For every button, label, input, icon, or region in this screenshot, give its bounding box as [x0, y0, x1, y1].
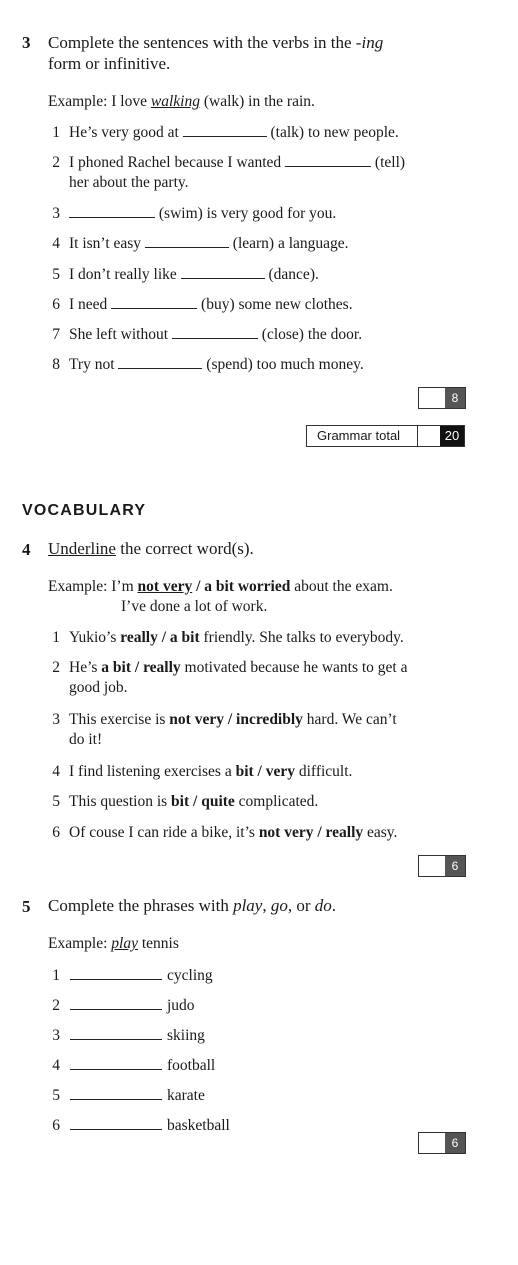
answer-blank[interactable] [70, 1055, 162, 1070]
section-5-example: Example: play tennis [48, 935, 179, 952]
answer-blank[interactable] [181, 264, 265, 279]
item-text-before: Yukio’s [69, 629, 121, 646]
item-number: 6 [52, 824, 60, 841]
section-3-instruction: Complete the sentences with the verbs in the -ing form or infinitive. [48, 33, 384, 73]
exercise-5-item [48, 1115, 230, 1136]
exercise-4-item [48, 658, 508, 698]
item-text-after: difficult. [295, 763, 353, 780]
section-4-score-box: 6 [418, 855, 466, 877]
item-text-before: Of couse I can ride a bike, it’s [69, 824, 259, 841]
item-text-continued: good job. [69, 679, 128, 696]
section-5-instruction: Complete the phrases with play, go, or do. [48, 896, 337, 915]
item-text-after: friendly. She talks to everybody. [199, 629, 404, 646]
item-text-before: She left without [69, 326, 172, 343]
item-text-after: (talk) to new people. [266, 124, 399, 141]
exercise-5-item [48, 1085, 205, 1106]
item-number: 8 [52, 356, 60, 373]
section-4-number: 4 [22, 540, 31, 559]
answer-blank[interactable] [118, 354, 202, 369]
section-4-instruction: Underline the correct word(s). [48, 539, 254, 558]
option-separator: / [189, 793, 202, 810]
item-number: 3 [52, 711, 60, 728]
item-number: 2 [52, 997, 60, 1014]
item-number: 1 [52, 629, 60, 646]
item-number: 3 [52, 205, 60, 222]
option-2[interactable]: quite [201, 793, 235, 810]
section-3-score-box: 8 [418, 387, 466, 409]
answer-blank[interactable] [183, 122, 267, 137]
item-text-before: It isn’t easy [69, 235, 145, 252]
exercise-3-item [48, 264, 488, 285]
answer-blank[interactable] [70, 995, 162, 1010]
option-2[interactable]: incredibly [236, 711, 303, 728]
option-separator: / [223, 711, 237, 728]
section-5-score-box: 6 [418, 1132, 466, 1154]
exercise-3-item [48, 122, 488, 143]
exercise-5-item [48, 995, 195, 1016]
exercise-3-item [48, 233, 488, 254]
section-3-example: Example: I love walking (walk) in the rain. [48, 93, 315, 110]
option-1[interactable]: not very [169, 711, 224, 728]
option-separator: / [157, 629, 170, 646]
section-5-number: 5 [22, 897, 31, 916]
item-number: 4 [52, 1057, 60, 1074]
item-number: 2 [52, 659, 60, 676]
option-2[interactable]: a bit [169, 629, 200, 646]
item-number: 3 [52, 1027, 60, 1044]
exercise-3-item [48, 152, 488, 193]
answer-blank[interactable] [145, 233, 229, 248]
exercise-3-item [48, 324, 488, 345]
item-number: 5 [52, 1087, 60, 1104]
option-1[interactable]: not very [258, 824, 314, 841]
item-number: 6 [52, 1117, 60, 1134]
answer-blank[interactable] [70, 965, 162, 980]
answer-blank[interactable] [285, 152, 371, 167]
item-text-before: I need [69, 296, 112, 313]
answer-blank[interactable] [172, 324, 258, 339]
section-3-number: 3 [22, 33, 31, 52]
vocabulary-heading: VOCABULARY [22, 502, 147, 519]
activity-word: karate [167, 1087, 205, 1104]
option-1[interactable]: a bit [101, 659, 132, 676]
answer-blank[interactable] [70, 1115, 162, 1130]
item-text-after: (learn) a language. [228, 235, 349, 252]
item-text-before: He’s very good at [69, 124, 183, 141]
exercise-3-item [48, 294, 488, 315]
item-number: 7 [52, 326, 60, 343]
item-text-before: I find listening exercises a [69, 763, 236, 780]
option-2[interactable]: really [325, 824, 364, 841]
activity-word: judo [167, 997, 195, 1014]
item-number: 1 [52, 967, 60, 984]
item-text-before: I phoned Rachel because I wanted [69, 154, 286, 171]
item-text-continued: her about the party. [69, 174, 189, 191]
item-text-continued: do it! [69, 731, 103, 748]
exercise-5-item [48, 1025, 205, 1046]
option-1[interactable]: really [120, 629, 158, 646]
item-number: 4 [52, 763, 60, 780]
grammar-total-value: 20 [440, 426, 464, 446]
item-number: 5 [52, 793, 60, 810]
grammar-total-box [306, 425, 465, 447]
exercise-4-item [48, 710, 508, 750]
item-text-after: complicated. [234, 793, 319, 810]
item-text-after: (swim) is very good for you. [155, 205, 337, 222]
item-text-before: This exercise is [69, 711, 170, 728]
item-text-after: hard. We can’t [302, 711, 397, 728]
option-1[interactable]: bit [235, 763, 254, 780]
exercise-3-item [48, 354, 488, 375]
item-number: 2 [52, 154, 60, 171]
answer-blank[interactable] [70, 1025, 162, 1040]
item-text-after: (buy) some new clothes. [197, 296, 353, 313]
exercise-4-item [48, 762, 508, 782]
option-2[interactable]: really [143, 659, 181, 676]
item-number: 1 [52, 124, 60, 141]
answer-blank[interactable] [70, 1085, 162, 1100]
exercise-3-item [48, 203, 488, 224]
item-number: 6 [52, 296, 60, 313]
item-text-after: (tell) [371, 154, 406, 171]
activity-word: basketball [167, 1117, 230, 1134]
item-text-before: I don’t really like [69, 266, 181, 283]
item-number: 5 [52, 266, 60, 283]
answer-blank[interactable] [111, 294, 197, 309]
activity-word: cycling [167, 967, 213, 984]
activity-word: skiing [167, 1027, 205, 1044]
item-text-before: He’s [69, 659, 102, 676]
item-text-before: This question is [69, 793, 172, 810]
exercise-5-item [48, 965, 213, 986]
option-separator: / [131, 659, 144, 676]
activity-word: football [167, 1057, 216, 1074]
exercise-4-item [48, 823, 508, 843]
grammar-total-label: Grammar total [307, 426, 418, 446]
option-2[interactable]: very [265, 763, 295, 780]
exercise-4-item [48, 628, 508, 648]
item-text-after: (dance). [264, 266, 319, 283]
section-4-example: Example: I’m not very / a bit worried about the exam. I’ve done a lot of work. [48, 578, 393, 615]
item-text-before: Try not [69, 356, 119, 373]
option-1[interactable]: bit [171, 793, 190, 810]
exercise-5-item [48, 1055, 215, 1076]
item-text-after: (close) the door. [257, 326, 363, 343]
exercise-4-item [48, 792, 508, 812]
option-separator: / [313, 824, 326, 841]
item-text-after: motivated because he wants to get a [180, 659, 408, 676]
item-number: 4 [52, 235, 60, 252]
option-separator: / [253, 763, 266, 780]
answer-blank[interactable] [69, 203, 155, 218]
item-text-after: (spend) too much money. [202, 356, 364, 373]
item-text-after: easy. [363, 824, 398, 841]
